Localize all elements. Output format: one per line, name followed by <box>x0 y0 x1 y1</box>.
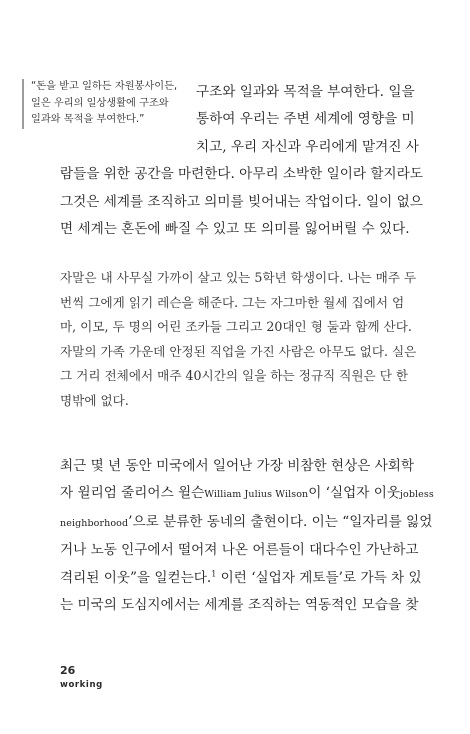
latin-term: neighborhood <box>60 517 129 529</box>
body-line <box>60 509 433 537</box>
body-paragraph-1 <box>60 79 423 243</box>
body-line: 그 거리 전체에서 매주 40시간의 일을 하는 정규직 직원은 단 한 <box>60 368 409 384</box>
body-line: 구조와 일과와 목적을 부여한다. 일을 <box>196 84 415 100</box>
body-line: 치고, 우리 자신과 우리에게 맡겨진 사 <box>196 138 419 155</box>
body-text: 자 윌리엄 줄리어스 윌슨 <box>60 485 205 502</box>
pull-quote-line: 일은 우리의 일상생활에 구조와 <box>31 97 169 109</box>
body-line <box>60 480 434 508</box>
body-line: 자말은 내 사무실 가까이 살고 있는 5학년 학생이다. 나는 매주 두 <box>60 270 417 285</box>
latin-name: William Julius Wilson <box>204 489 309 501</box>
body-line: 통하여 우리는 주변 세계에 영향을 미 <box>196 111 415 128</box>
pull-quote-line: 일과와 목적을 부여한다.” <box>31 114 145 125</box>
running-title: working <box>60 680 103 690</box>
body-line: 마, 이모, 두 명의 어린 조카들 그리고 20대인 형 둘과 함께 산다. <box>60 319 412 335</box>
body-line: 람들을 위한 공간을 마련한다. 아무리 소박한 일이라 할지라도 <box>60 166 423 183</box>
body-line: 명밖에 없다. <box>60 392 129 408</box>
body-text: ’으로 분류한 동네의 출현이다. 이는 “일자리를 잃었 <box>128 513 433 530</box>
body-line: 면 세계는 혼돈에 빠질 수 있고 또 의미를 잃어버릴 수 있다. <box>60 221 410 238</box>
body-text: 이런 ‘실업자 게토들’로 가득 차 있 <box>216 569 422 586</box>
body-line: 그것은 세계를 조직하고 의미를 빚어내는 작업이다. 일이 없으 <box>60 193 423 210</box>
body-line: 자말의 가족 가운데 안정된 직업을 가진 사람은 아무도 없다. 실은 <box>60 343 417 359</box>
body-text: 이 ‘실업자 이웃 <box>308 485 400 502</box>
body-line <box>60 565 422 592</box>
footnote-marker[interactable]: 1 <box>211 569 217 579</box>
body-line: 번씩 그에게 읽기 레슨을 해준다. 그는 자그마한 월세 집에서 엄 <box>60 294 405 310</box>
body-line: 거나 노동 인구에서 떨어져 나온 어른들이 대다수인 가난하고 <box>60 542 419 559</box>
page-number: 26 <box>60 664 76 677</box>
body-line: 최근 몇 년 동안 미국에서 일어난 가장 비참한 현상은 사회학 <box>60 458 415 474</box>
latin-term: jobless <box>400 489 434 501</box>
body-paragraph-3 <box>60 453 434 619</box>
body-line: 는 미국의 도심지에서는 세계를 조직하는 역동적인 모습을 찾 <box>60 597 419 614</box>
pull-quote-line: “돈을 받고 일하든 자원봉사이든, <box>31 81 178 92</box>
body-paragraph-2 <box>60 266 417 414</box>
page-footer <box>60 664 103 692</box>
body-text: 격리된 이웃”을 일컫는다. <box>60 569 212 586</box>
